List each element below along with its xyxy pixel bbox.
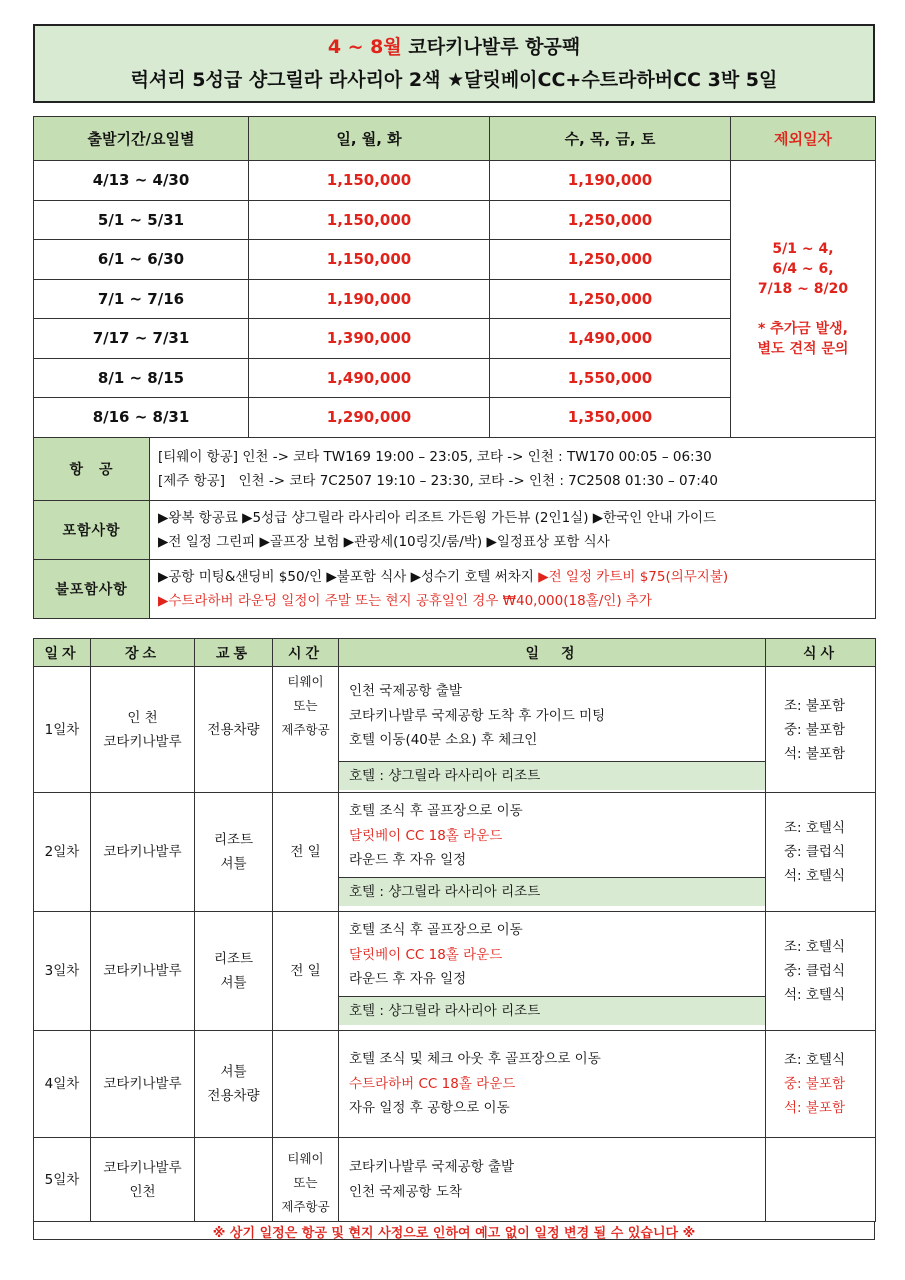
schedule-line: 자유 일정 후 공항으로 이동: [349, 1100, 510, 1117]
itin-time: [273, 1138, 339, 1222]
price-sun-tue: 1,490,000: [249, 358, 490, 398]
meal-dinner: 석: 호텔식: [784, 868, 846, 884]
time-line: 또는: [293, 698, 318, 713]
price-period: 6/1 ~ 6/30: [34, 240, 249, 280]
title-line-1: [328, 31, 580, 64]
itin-header-place: 장소: [91, 639, 195, 667]
itin-header-time: 시간: [273, 639, 339, 667]
excluded-line: 7/18 ~ 8/20: [757, 280, 849, 297]
itin-place: 코타키나발루: [91, 793, 195, 912]
time-line: 또는: [293, 1175, 318, 1190]
exclude-label: 불포함사항: [34, 560, 150, 619]
itin-meals: [766, 1138, 876, 1222]
schedule-round: 달릿베이 CC 18홀 라운드: [349, 946, 503, 963]
flight-line: [제주 항공] 인천 -> 코타 7C2507 19:10 – 23:30, 코타 -> 인천 : 7C2508 01:30 – 07:40: [158, 473, 718, 489]
itin-day: 2일차: [34, 793, 91, 912]
itin-meals: [766, 912, 876, 1031]
title-product: 코타키나발루 항공팩: [401, 35, 581, 58]
price-wed-sat: 1,250,000: [490, 200, 731, 240]
schedule-line: 인천 국제공항 도착: [349, 1183, 462, 1200]
exclude-text: ▶공항 미팅&샌딩비 $50/인 ▶불포함 식사 ▶성수기 호텔 써차지: [158, 569, 539, 585]
title-period: 4 ~ 8월: [327, 35, 402, 58]
itin-schedule: [339, 1031, 766, 1138]
itin-day-row: [34, 912, 876, 1031]
price-wed-sat: 1,350,000: [490, 398, 731, 438]
itin-transport: [195, 793, 273, 912]
excluded-note: * 추가금 발생,: [757, 320, 848, 337]
itin-header-schedule: 일 정: [339, 639, 766, 667]
schedule-line: 호텔 조식 및 체크 아웃 후 골프장으로 이동: [349, 1051, 601, 1068]
itin-schedule: [339, 1138, 766, 1222]
transport-line: 셔틀: [220, 856, 247, 872]
price-sun-tue: 1,390,000: [249, 319, 490, 359]
price-wed-sat: 1,550,000: [490, 358, 731, 398]
itin-time: [273, 667, 339, 793]
itin-day: 5일차: [34, 1138, 91, 1222]
price-sun-tue: 1,150,000: [249, 161, 490, 201]
schedule-line: 라운드 후 자유 일정: [349, 852, 467, 868]
schedule-line: 호텔 조식 후 골프장으로 이동: [349, 922, 523, 938]
include-line: ▶전 일정 그린피 ▶골프장 보험 ▶관광세(10링깃/룸/박) ▶일정표상 포함 식사: [158, 534, 610, 550]
itin-time: [273, 1031, 339, 1138]
schedule-round: 달릿베이 CC 18홀 라운드: [349, 827, 503, 844]
price-sun-tue: 1,290,000: [249, 398, 490, 438]
schedule-line: 라운드 후 자유 일정: [349, 971, 467, 987]
info-table: [33, 437, 876, 619]
schedule-line: 인천 국제공항 출발: [349, 683, 462, 699]
itinerary-table: [33, 638, 876, 1222]
transport-line: 셔틀: [220, 975, 247, 991]
flight-line: [티웨이 항공] 인천 -> 코타 TW169 19:00 – 23:05, 코타 -> 인천 : TW170 00:05 – 06:30: [158, 449, 712, 465]
price-header-period: 출발기간/요일별: [34, 117, 249, 161]
itin-day: 3일차: [34, 912, 91, 1031]
exclude-line: [158, 565, 867, 589]
meal-lunch: 중: 불포함: [784, 721, 846, 738]
itin-transport: [195, 1138, 273, 1222]
time-line: 티웨이: [287, 674, 324, 689]
itin-time: 전 일: [273, 912, 339, 1031]
price-period: 8/1 ~ 8/15: [34, 358, 249, 398]
price-header-wed-sat: 수, 목, 금, 토: [490, 117, 731, 161]
itin-day-row: [34, 793, 876, 912]
meal-breakfast: 조: 호텔식: [784, 1052, 846, 1068]
itin-transport: [195, 912, 273, 1031]
itin-time: 전 일: [273, 793, 339, 912]
price-period: 5/1 ~ 5/31: [34, 200, 249, 240]
meal-dinner: 석: 호텔식: [784, 987, 846, 1003]
meal-lunch: 중: 불포함: [784, 1076, 846, 1092]
flight-info: [150, 438, 876, 501]
itin-meals: [766, 793, 876, 912]
place-line: 코타키나발루: [103, 1159, 182, 1176]
itin-place: 코타키나발루: [91, 912, 195, 1031]
itin-transport: 전용차량: [195, 667, 273, 793]
excluded-line: 6/4 ~ 6,: [772, 260, 834, 277]
exclude-info: [150, 560, 876, 619]
itin-day-row: [34, 1138, 876, 1222]
price-wed-sat: 1,250,000: [490, 279, 731, 319]
price-wed-sat: 1,490,000: [490, 319, 731, 359]
flight-label: 항 공: [34, 438, 150, 501]
itin-day-row: [34, 1031, 876, 1138]
meal-breakfast: 조: 호텔식: [784, 820, 846, 836]
price-row: [34, 161, 876, 201]
itin-day-row: [34, 667, 876, 793]
price-period: 8/16 ~ 8/31: [34, 398, 249, 438]
price-sun-tue: 1,150,000: [249, 200, 490, 240]
schedule-line: 호텔 이동(40분 소요) 후 체크인: [349, 732, 538, 748]
itin-header-meals: 식사: [766, 639, 876, 667]
itin-hotel: 호텔 : 샹그릴라 라사리아 리조트: [339, 996, 765, 1025]
price-header-excluded: 제외일자: [731, 117, 876, 161]
price-header-sun-tue: 일, 월, 화: [249, 117, 490, 161]
meal-breakfast: 조: 불포함: [784, 697, 846, 714]
title-banner: [33, 24, 875, 103]
include-line: ▶왕복 항공료 ▶5성급 샹그릴라 라사리아 리조트 가든윙 가든뷰 (2인1실) ▶한국인 안내 가이드: [158, 510, 717, 526]
price-period: 7/17 ~ 7/31: [34, 319, 249, 359]
transport-line: 셔틀: [220, 1064, 247, 1080]
title-line-2: 럭셔리 5성급 샹그릴라 라사리아 2색 ★달릿베이CC+수트라하버CC 3박 5일: [130, 68, 778, 91]
itin-schedule: [339, 793, 766, 912]
itin-schedule: [339, 667, 766, 793]
excluded-dates: [731, 161, 876, 438]
include-label: 포함사항: [34, 501, 150, 560]
time-line: 제주항공: [281, 1199, 330, 1214]
itin-meals: [766, 1031, 876, 1138]
schedule-line: 호텔 조식 후 골프장으로 이동: [349, 803, 523, 819]
itin-day: 4일차: [34, 1031, 91, 1138]
include-info: [150, 501, 876, 560]
excluded-note: 별도 견적 문의: [757, 340, 849, 357]
price-sun-tue: 1,190,000: [249, 279, 490, 319]
itin-place: [91, 667, 195, 793]
meal-dinner: 석: 불포함: [784, 1100, 846, 1116]
meal-breakfast: 조: 호텔식: [784, 939, 846, 955]
price-table: [33, 116, 876, 438]
price-sun-tue: 1,150,000: [249, 240, 490, 280]
itin-hotel: 호텔 : 샹그릴라 라사리아 리조트: [339, 761, 765, 790]
itin-schedule: [339, 912, 766, 1031]
schedule-round: 수트라하버 CC 18홀 라운드: [349, 1075, 516, 1092]
excluded-line: 5/1 ~ 4,: [772, 240, 834, 257]
exclude-sutera-surcharge: ▶수트라하버 라운딩 일정이 주말 또는 현지 공휴일인 경우 ₩40,000(18홀/인) 추가: [158, 593, 652, 609]
price-wed-sat: 1,250,000: [490, 240, 731, 280]
time-line: 제주항공: [281, 722, 330, 737]
itin-place: [91, 1138, 195, 1222]
meal-lunch: 중: 클럽식: [784, 844, 846, 860]
schedule-line: 코타키나발루 국제공항 출발: [349, 1159, 515, 1175]
schedule-line: 코타키나발루 국제공항 도착 후 가이드 미팅: [349, 707, 606, 724]
itin-meals: [766, 667, 876, 793]
price-wed-sat: 1,190,000: [490, 161, 731, 201]
meal-lunch: 중: 클럽식: [784, 963, 846, 979]
itin-transport: [195, 1031, 273, 1138]
price-period: 7/1 ~ 7/16: [34, 279, 249, 319]
time-line: 티웨이: [287, 1151, 324, 1166]
itin-header-transport: 교통: [195, 639, 273, 667]
transport-line: 전용차량: [207, 1088, 260, 1104]
schedule-change-notice: ※ 상기 일정은 항공 및 현지 사정으로 인하여 예고 없이 일정 변경 될 수 있습니다 ※: [33, 1222, 875, 1240]
transport-line: 리조트: [213, 832, 254, 848]
itin-day: 1일차: [34, 667, 91, 793]
place-line: 인 천: [127, 709, 158, 726]
itin-hotel: 호텔 : 샹그릴라 라사리아 리조트: [339, 877, 765, 906]
itin-place: 코타키나발루: [91, 1031, 195, 1138]
itin-header-day: 일자: [34, 639, 91, 667]
price-period: 4/13 ~ 4/30: [34, 161, 249, 201]
meal-dinner: 석: 불포함: [784, 745, 846, 762]
transport-line: 리조트: [213, 951, 254, 967]
exclude-cart-fee: ▶전 일정 카트비 $75(의무지불): [538, 569, 729, 585]
place-line: 인천: [129, 1183, 156, 1200]
place-line: 코타키나발루: [103, 733, 182, 750]
